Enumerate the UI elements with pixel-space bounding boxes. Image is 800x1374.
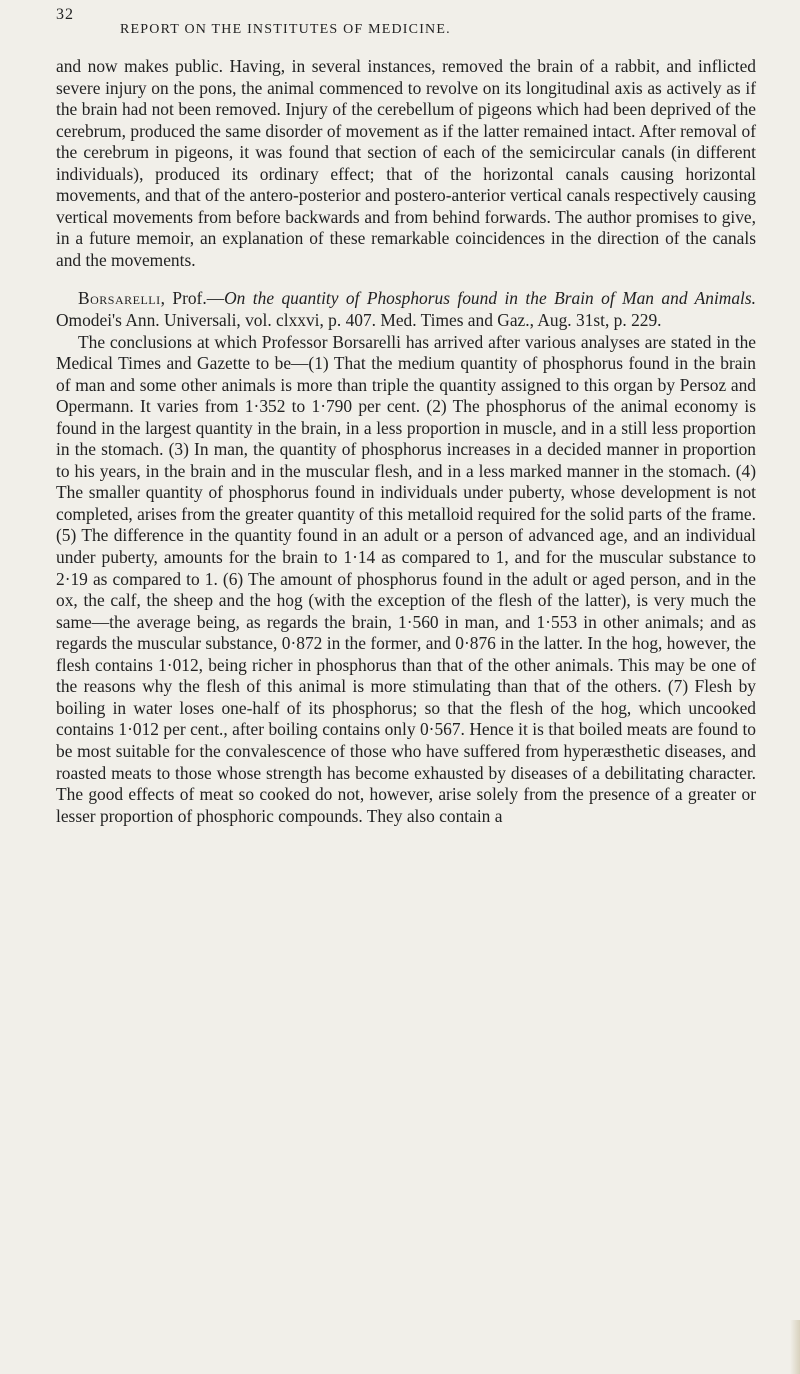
page-edge-shadow — [790, 1320, 800, 1374]
entry-author: Borsarelli — [78, 288, 161, 309]
entry-author-title: , Prof.— — [160, 288, 225, 309]
continued-paragraph: and now makes public. Having, in several instances, removed the brain of a rabbit, and inflicted severe injury on the pons, the animal commenced to revolve on its longitudinal axis as actively as if the brain had not been removed. Injury of the cerebellum of pigeons which had been deprived of the cerebrum, produced the same disorder of movement as if the latter remained intact. After removal of the cerebrum in pigeons, it was found that section of each of the semicircular canals (in different individuals), produced its ordinary effect; that of the horizontal canals causing horizontal movements, and that of the antero-posterior and postero-anterior vertical canals respectively causing vertical movements from before backwards and from behind forwards. The author promises to give, in a future memoir, an explanation of these remarkable coincidences in the direction of the canals and the movements. — [56, 56, 756, 270]
entry-citation: Omodei's Ann. Universali, vol. clxxvi, p. 407. Med. Times and Gaz., Aug. 31st, p. 229. — [56, 310, 662, 331]
bibliographic-entry — [56, 288, 756, 331]
running-head: REPORT ON THE INSTITUTES OF MEDICINE. — [120, 22, 451, 37]
summary-paragraph: The conclusions at which Professor Borsarelli has arrived after various analyses are stated in the Medical Times and Gazette to be—(1) That the medium quantity of phosphorus found in the brain of man and some other animals is more than triple the quantity assigned to this organ by Persoz and Opermann. It varies from 1·352 to 1·790 per cent. (2) The phosphorus of the animal economy is found in the largest quantity in the brain, in a less proportion in muscle, and in a still less proportion in the stomach. (3) In man, the quantity of phosphorus increases in a decided manner in proportion to his years, in the brain and in the muscular flesh, and in a less marked manner in the stomach. (4) The smaller quantity of phosphorus found in individuals under puberty, whose development is not completed, arises from the greater quantity of this metalloid required for the solid parts of the frame. (5) The difference in the quantity found in an adult or a person of advanced age, and an individual under puberty, amounts for the brain to 1·14 as compared to 1, and for the muscular substance to 2·19 as compared to 1. (6) The amount of phosphorus found in the adult or aged person, and in the ox, the calf, the sheep and the hog (with the exception of the flesh of the latter), is very much the same—the average being, as regards the brain, 1·560 in man, and 1·553 in other animals; and as regards the muscular substance, 0·872 in the former, and 0·876 in the latter. In the hog, however, the flesh contains 1·012, being richer in phosphorus than that of the other animals. This may be one of the reasons why the flesh of this animal is more stimulating than that of the others. (7) Flesh by boiling in water loses one-half of its phosphorus; so that the flesh of the hog, which uncooked contains 1·012 per cent., after boiling contains only 0·567. Hence it is that boiled meats are found to be most suitable for the convalescence of those who have suffered from hyperæsthetic diseases, and roasted meats to those whose strength has become exhausted by diseases of a debilitating character. The good effects of meat so cooked do not, however, arise solely from the presence of a greater or lesser proportion of phosphoric compounds. They also contain a — [56, 331, 756, 826]
page-header — [56, 6, 756, 46]
body-text — [56, 56, 756, 827]
page-number: 32 — [56, 6, 74, 23]
entry-work-title: On the quantity of Phosphorus found in the Brain of Man and Animals. — [224, 288, 756, 309]
